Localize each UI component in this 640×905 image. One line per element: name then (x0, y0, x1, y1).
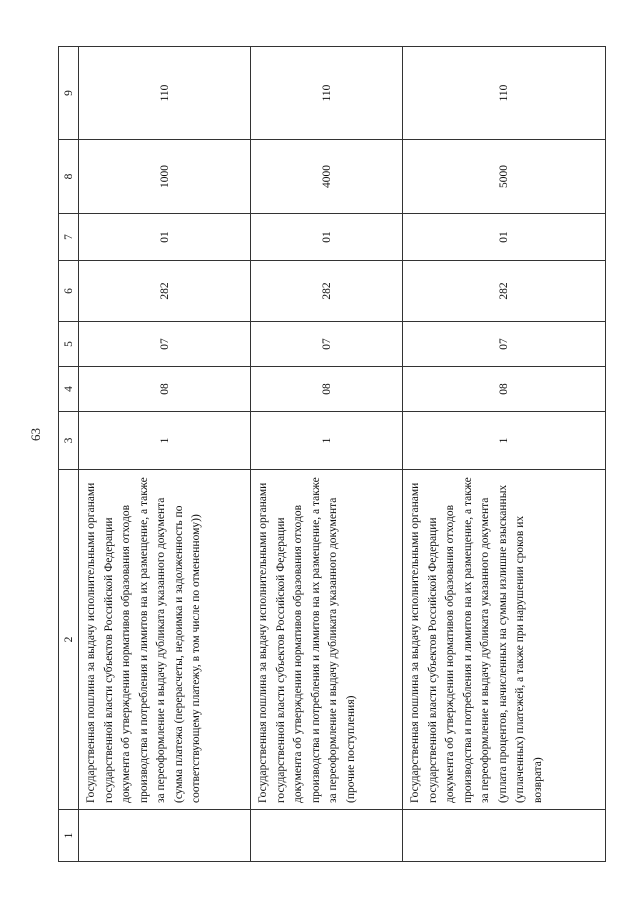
row-cell-col-1 (251, 810, 403, 862)
table-row (79, 47, 251, 862)
table-row (251, 47, 403, 862)
row-cell-col-6: 282 (403, 261, 606, 322)
header-col-7: 7 (59, 214, 79, 261)
row-cell-col-6: 282 (251, 261, 403, 322)
row-cell-col-1 (79, 810, 251, 862)
row-cell-col-6: 282 (79, 261, 251, 322)
row-cell-col-5: 07 (403, 322, 606, 367)
table-row (403, 47, 606, 862)
row-description: Государственная пошлина за выдачу исполнительными органами государственной власти субъектов Российской Федерации документа об утверждении нормативов образования отходов производства и потребления и лимитов на их размещение, а также за переоформление и выдачу дубликата указанного документа (сумма платежа (перерасчеты, недоимка и задолженность по соответствующему платежу, в том числе по отмененному)) (79, 470, 251, 810)
row-cell-col-9: 110 (251, 47, 403, 140)
header-col-3: 3 (59, 412, 79, 470)
header-col-1: 1 (59, 810, 79, 862)
row-cell-col-8: 5000 (403, 140, 606, 214)
rotated-table-container (58, 47, 605, 862)
row-cell-col-5: 07 (251, 322, 403, 367)
row-cell-col-5: 07 (79, 322, 251, 367)
row-cell-col-4: 08 (403, 367, 606, 412)
row-cell-col-7: 01 (403, 214, 606, 261)
row-cell-col-4: 08 (79, 367, 251, 412)
row-description: Государственная пошлина за выдачу исполнительными органами государственной власти субъектов Российской Федерации документа об утверждении нормативов образования отходов производства и потребления и лимитов на их размещение, а также за переоформление и выдачу дубликата указанного документа (уплата процентов, начисленных на суммы излишне взысканных (уплаченных) платежей, а также при нарушении сроков их возврата) (403, 470, 606, 810)
header-col-4: 4 (59, 367, 79, 412)
header-col-8: 8 (59, 140, 79, 214)
row-cell-col-8: 1000 (79, 140, 251, 214)
row-cell-col-8: 4000 (251, 140, 403, 214)
header-col-5: 5 (59, 322, 79, 367)
row-cell-col-7: 01 (251, 214, 403, 261)
row-cell-col-3: 1 (79, 412, 251, 470)
row-cell-col-7: 01 (79, 214, 251, 261)
row-cell-col-1 (403, 810, 606, 862)
budget-classification-table (58, 46, 606, 862)
header-row (59, 47, 79, 862)
row-description: Государственная пошлина за выдачу исполнительными органами государственной власти субъектов Российской Федерации документа об утверждении нормативов образования отходов производства и потребления и лимитов на их размещение, а также за переоформление и выдачу дубликата указанного документа (прочие поступления) (251, 470, 403, 810)
row-cell-col-4: 08 (251, 367, 403, 412)
row-cell-col-9: 110 (403, 47, 606, 140)
header-col-6: 6 (59, 261, 79, 322)
header-col-9: 9 (59, 47, 79, 140)
row-cell-col-9: 110 (79, 47, 251, 140)
page-number: 63 (28, 428, 43, 441)
row-cell-col-3: 1 (403, 412, 606, 470)
row-cell-col-3: 1 (251, 412, 403, 470)
header-col-2: 2 (59, 470, 79, 810)
